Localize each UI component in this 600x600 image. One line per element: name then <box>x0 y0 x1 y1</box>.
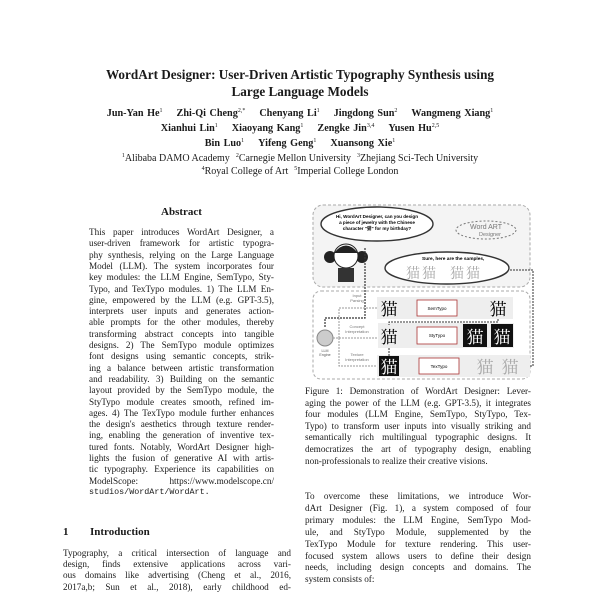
text-line: gine, empowered by the LLM (e.g. GPT-3.5), <box>89 294 274 305</box>
author-affiliation-mark: 3,4 <box>366 123 375 129</box>
author <box>258 138 316 149</box>
affiliation-mark: 3 <box>357 153 361 159</box>
text-line: Typo, and TexTypo modules. 1) The LLM En- <box>89 283 274 294</box>
author <box>330 138 395 149</box>
input-parsing-label: Parsing <box>350 298 364 303</box>
text-line: tured fonts. Notably, WordArt Designer high- <box>89 441 274 452</box>
author-name: Yusen Hu <box>388 123 432 134</box>
affiliation <box>202 166 289 177</box>
affiliation <box>236 153 351 164</box>
input-parsing-label: Input <box>352 293 362 298</box>
author-name: Zengke Jin <box>317 123 367 134</box>
llm-engine-icon <box>317 330 333 346</box>
affiliation-name: Carnegie Mellon University <box>238 153 352 164</box>
text-line: democratizes the art of typography design, enabling <box>305 444 531 454</box>
text-line: TexTypo Module for texture rendering. This user- <box>305 538 531 549</box>
text-line: ModelScope: https://www.modelscope.cn/ <box>89 475 274 486</box>
text-line: 2017a,b; Sun et al., 2018), early childhood ed- <box>63 581 291 592</box>
affiliation-row <box>0 153 600 164</box>
author <box>317 123 374 134</box>
text-line: ages. 4) The TexTypo module further enhances <box>89 407 274 418</box>
user-prompt-line: a piece of jewelry with the Chinese <box>339 220 415 225</box>
section-heading: Introduction <box>90 526 150 538</box>
author-affiliation-mark: 1 <box>316 108 320 114</box>
author <box>177 108 246 119</box>
author <box>107 108 163 119</box>
glyph: 猫 <box>380 328 398 347</box>
texture-label: Texture <box>350 352 364 357</box>
glyph: 猫 <box>380 300 398 319</box>
title-line: Large Language Models <box>231 84 369 99</box>
author-row <box>0 138 600 149</box>
author-name: Bin Luo <box>204 138 242 149</box>
glyph: 猫 <box>476 358 494 377</box>
text-line: semantically rich multilingual typographic designs. It <box>305 432 531 443</box>
author-name: Yifeng Geng <box>258 138 314 149</box>
author <box>388 123 439 134</box>
affiliation-mark: 2 <box>235 153 239 159</box>
author-name: Xiaoyang Kang <box>231 123 301 134</box>
author-name: Xianhui Lin <box>160 123 215 134</box>
text-line: aging the power of the LLM (e.g. GPT-3.5), it integrates <box>305 397 531 408</box>
logo-text-top: Word ART <box>469 224 503 231</box>
author-affiliation-mark: 1 <box>490 108 494 114</box>
text-line: needs, including design concepts and domains. The <box>305 562 531 573</box>
text-line: focused system allows users to define their design <box>305 550 531 561</box>
author-affiliation-mark: 1 <box>392 138 396 144</box>
author-affiliation-mark: 1 <box>313 138 317 144</box>
text-line: Model (LLM). The system incorporates four <box>89 260 274 271</box>
text-line: primary modules: the LLM Engine, SemTypo Mod- <box>305 514 531 525</box>
user-prompt-line: Hi, WordArt Designer, can you design <box>335 214 419 219</box>
glyph: 猫 <box>493 328 511 347</box>
text-line: Typography, a critical intersection of language and <box>63 548 291 558</box>
text-line: Figure 1: Demonstration of WordArt Designer: Lever- <box>305 386 531 396</box>
section-number: 1 <box>63 526 69 538</box>
author-row <box>0 123 600 134</box>
text-line: ule, and StyTypo Module, supplemented by the <box>305 526 531 537</box>
affiliation <box>357 153 478 164</box>
text-line: To overcome these limitations, we introduce Wor- <box>305 491 531 501</box>
logo-text-bottom: Designer <box>478 232 502 238</box>
text-line: StyTypo module creates smooth, refined im- <box>89 396 274 407</box>
glyph: 猫 <box>489 300 507 319</box>
author-affiliation-mark: 1 <box>159 108 163 114</box>
textypo-module: TexTypo <box>430 364 448 369</box>
author-affiliation-mark: 1 <box>300 123 304 129</box>
text-line: designs. 2) The SemTypo module optimizes <box>89 340 274 350</box>
concept-label: Interpretation <box>345 329 369 334</box>
engine-label: Engine <box>319 353 331 357</box>
author-name: Wangmeng Xiang <box>411 108 491 119</box>
glyph: 猫 <box>466 328 484 347</box>
semtypo-module: SemTypo <box>427 306 447 311</box>
text-line: phy synthesis, relying on the Large Language <box>89 249 274 260</box>
sample-glyph: 猫 <box>406 265 420 281</box>
text-line: This paper introduces WordArt Designer, a <box>89 227 274 237</box>
text-line: the design's aesthetics through texture render- <box>89 419 274 430</box>
glyph: 猫 <box>501 358 519 377</box>
affiliation-name: Zhejiang Sci-Tech University <box>360 153 479 164</box>
author <box>411 108 493 119</box>
sample-glyph: 猫 <box>422 265 436 281</box>
author-affiliation-mark: 1 <box>214 123 218 129</box>
texture-label: Interpretation <box>345 357 369 362</box>
author <box>334 108 398 119</box>
text-line: ing, enabling the generation of inventive tex- <box>89 430 274 441</box>
abstract-heading: Abstract <box>161 206 202 218</box>
text-line: key modules: the LLM Engine, SemTypo, Sty- <box>89 272 274 283</box>
svg-text:TextureInterpretation <box>345 352 369 362</box>
author-name: Zhi-Qi Cheng <box>176 108 238 119</box>
author-affiliation-mark: 2 <box>394 108 398 114</box>
author-affiliation-mark: 2,5 <box>431 123 440 129</box>
text-line: layout provided by the SemTypo module, the <box>89 385 274 396</box>
author-row <box>0 108 600 119</box>
affiliation <box>294 166 398 177</box>
affiliation-name: Royal College of Art <box>204 166 289 177</box>
text-line: able prompts for the other modules, thereby <box>89 317 274 328</box>
user-prompt-line: character "猫" for my birthday? <box>342 226 412 231</box>
affiliation-row <box>0 166 600 177</box>
svg-text:LLMEngine <box>319 349 330 357</box>
affiliation-name: Imperial College London <box>297 166 399 177</box>
text-line: interprets user inputs and generates action- <box>89 306 274 317</box>
text-line: Typo) to transform user inputs into visually striking and <box>305 420 531 431</box>
text-line: and readability. 3) Building on the semantic <box>89 373 274 384</box>
affiliation-mark: 1 <box>121 153 125 159</box>
text-line: tic typography. Experience its capabilities on <box>89 464 274 475</box>
text-line: transforming abstract concepts into tangible <box>89 328 274 339</box>
author-name: Xuansong Xie <box>330 138 393 149</box>
text-line: dArt Designer (Fig. 1), a system composed of four <box>305 502 531 513</box>
author <box>259 108 319 119</box>
text-line: design, finds extensive applications across vari- <box>63 559 291 570</box>
affiliation <box>122 153 230 164</box>
author-affiliation-mark: 2,* <box>237 108 246 114</box>
author-name: Chenyang Li <box>259 108 317 119</box>
title-line: WordArt Designer: User-Driven Artistic Typography Synthesis using <box>105 67 495 82</box>
svg-text:InputParsing <box>350 293 364 303</box>
sample-glyph: 猫 <box>466 265 480 281</box>
author <box>232 123 304 134</box>
text-line: ous domains like advertising (Cheng et al., 2016, <box>63 570 291 581</box>
svg-text:Hi, WordArt Designer, can you <box>336 214 418 232</box>
affiliation-name: Alibaba DAMO Academy <box>124 153 230 164</box>
author <box>161 123 218 134</box>
author-name: Jingdong Sun <box>333 108 395 119</box>
text-line: ing a balance between artistic transformation <box>89 362 274 373</box>
affiliation-mark: 4 <box>201 166 205 172</box>
text-line: lights the fusion of generative AI with artis- <box>89 453 274 463</box>
sample-glyph: 猫 <box>450 265 464 281</box>
text-line: font designs using semantic concepts, strik- <box>89 351 274 362</box>
glyph: 猫 <box>380 358 398 377</box>
author <box>205 138 244 149</box>
concept-label: Concept <box>349 324 365 329</box>
reply-text: Sure, here are the samples, <box>422 257 485 262</box>
author-name: Jun-Yan He <box>106 108 160 119</box>
text-line: studios/WordArt/WordArt. <box>89 486 210 497</box>
svg-text:ConceptInterpretation <box>345 324 369 334</box>
text-line: user-driven framework for artistic typogra- <box>89 238 274 249</box>
affiliation-mark: 5 <box>294 166 298 172</box>
text-line: system consists of: <box>305 574 375 585</box>
engine-label: LLM <box>321 349 329 353</box>
stytypo-module: StyTypo <box>428 333 446 338</box>
text-line: four modules (LLM Engine, SemTypo, StyTypo, Tex- <box>305 409 531 420</box>
figure-1 <box>305 198 535 383</box>
author-affiliation-mark: 1 <box>241 138 245 144</box>
text-line: non-professionals to realize their creative visions. <box>305 455 488 466</box>
